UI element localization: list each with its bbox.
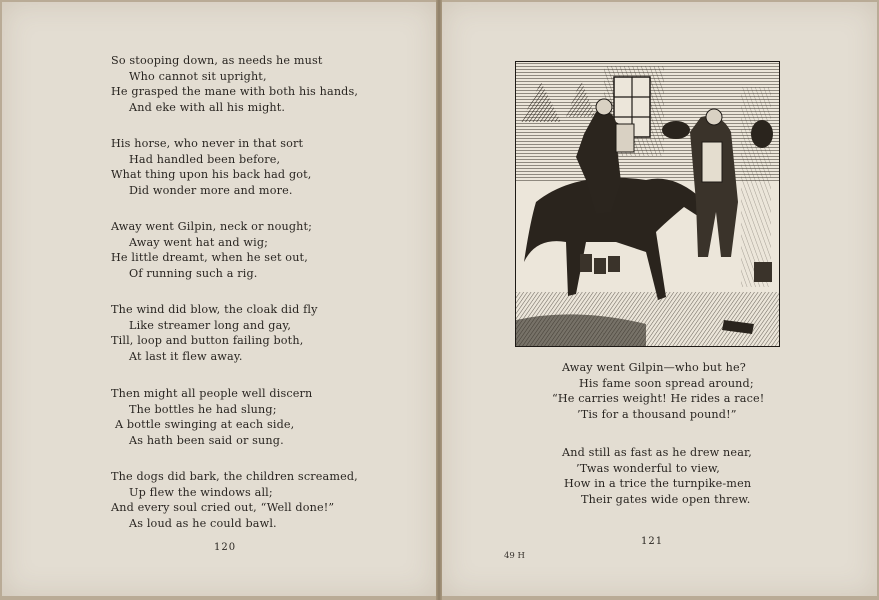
verse-line: How in a trice the turnpike-men xyxy=(564,477,752,491)
stanza xyxy=(111,53,411,115)
verse-line: His horse, who never in that sort xyxy=(111,137,304,150)
verse-line: Away went Gilpin, neck or nought; xyxy=(111,220,313,233)
verse-line: A bottle swinging at each side, xyxy=(115,418,295,432)
verse-line: Had handled been before, xyxy=(129,152,281,166)
verse-line: Who cannot sit upright, xyxy=(129,69,267,83)
verse-line: The bottles he had slung; xyxy=(129,402,277,416)
verse-line: ’Tis for a thousand pound!” xyxy=(577,407,737,421)
verse-line: And still as fast as he drew near, xyxy=(562,446,752,459)
verse-line: And eke with all his might. xyxy=(129,100,286,114)
verse-line: So stooping down, as needs he must xyxy=(111,54,323,67)
verse-line: “He carries weight! He rides a race! xyxy=(552,392,765,406)
verse-line: His fame soon spread around; xyxy=(579,376,754,390)
verse-line: Of running such a rig. xyxy=(129,266,258,280)
verse-line: And every soul cried out, “Well done!” xyxy=(111,501,335,515)
stanza xyxy=(111,469,411,531)
verse-line: Then might all people well discern xyxy=(111,387,313,400)
verse-line: Their gates wide open threw. xyxy=(581,492,751,506)
verse-line: What thing upon his back had got, xyxy=(111,168,312,182)
verse-line: Did wonder more and more. xyxy=(129,183,293,197)
verse-line: As loud as he could bawl. xyxy=(129,516,277,530)
stanza xyxy=(111,302,411,364)
page-number-right: 121 xyxy=(641,536,664,547)
verse-line: The dogs did bark, the children screamed, xyxy=(111,470,358,483)
stanza xyxy=(111,219,411,281)
stanza xyxy=(552,445,812,507)
verse-line: ’Twas wonderful to view, xyxy=(576,461,720,475)
verse-line: Up flew the windows all; xyxy=(129,485,273,499)
verse-line: He little dreamt, when he set out, xyxy=(111,251,308,265)
stanza xyxy=(552,360,812,422)
verse-line: Like streamer long and gay, xyxy=(129,318,292,332)
verse-line: As hath been said or sung. xyxy=(129,433,284,447)
stanza xyxy=(111,136,411,198)
verse-line: At last it flew away. xyxy=(129,349,243,363)
verse-line: Away went Gilpin—who but he? xyxy=(562,361,746,374)
woodcut-illustration xyxy=(515,61,780,347)
page-number-left: 120 xyxy=(214,542,237,553)
woodcut-image xyxy=(516,62,779,346)
verse-line: He grasped the mane with both his hands, xyxy=(111,85,359,99)
stanza xyxy=(111,386,411,448)
verse-line: Away went hat and wig; xyxy=(129,235,269,249)
verse-line: The wind did blow, the cloak did fly xyxy=(111,303,318,316)
marginal-note: 49 H xyxy=(504,551,525,561)
verse-line: Till, loop and button failing both, xyxy=(111,334,304,348)
